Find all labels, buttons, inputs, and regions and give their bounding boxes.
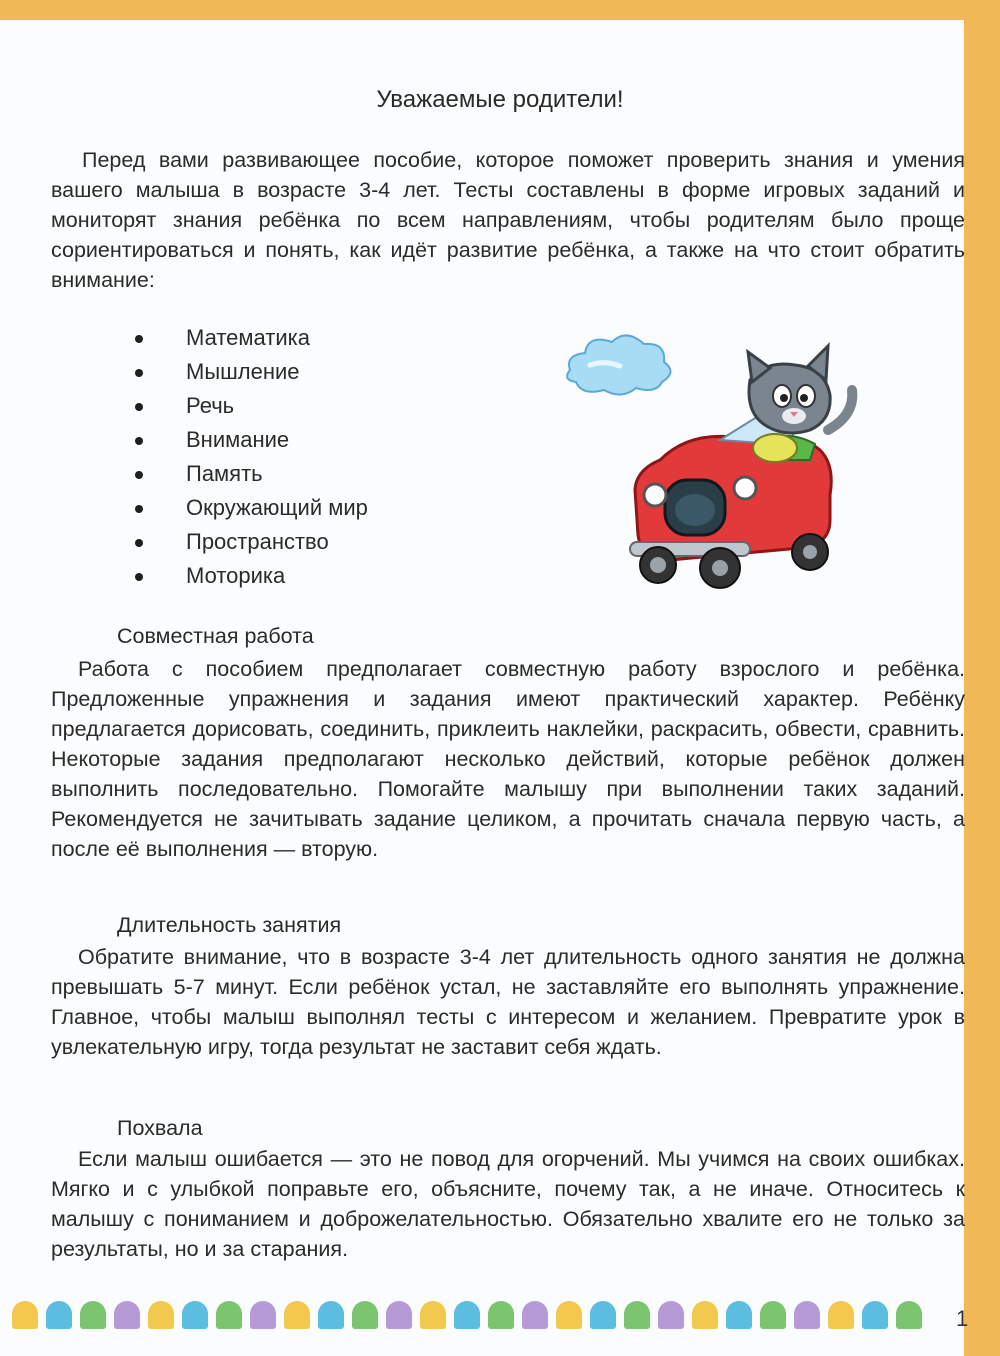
intro-paragraph: Перед вами развивающее пособие, которое поможет проверить знания и умения вашего малыша в возрасте 3-4 лет. Тесты составлены в форме игровых заданий и мониторят знания ребёнка по всем направлениям, чтобы родителям было проще сориентироваться и понять, как идёт развитие ребёнка, а также на что стоит обратить внимание: bbox=[51, 148, 965, 292]
border-bump bbox=[454, 1301, 480, 1329]
border-bump bbox=[862, 1301, 888, 1329]
section-heading: Совместная работа bbox=[117, 624, 314, 648]
list-item: Речь bbox=[130, 389, 368, 423]
topics-list bbox=[130, 321, 368, 593]
list-item: Пространство bbox=[130, 525, 368, 559]
border-bump bbox=[760, 1301, 786, 1329]
border-bump bbox=[828, 1301, 854, 1329]
border-bump bbox=[420, 1301, 446, 1329]
section-paragraph: Обратите внимание, что в возрасте 3-4 лет длительность одного занятия не должна превышать 5-7 минут. Если ребёнок устал, не заставляйте его выполнять упражнение. Главное, чтобы малыш выполнял тесты с интересом и желанием. Превратите урок в увлекательную игру, тогда результат не заставит себя ждать. bbox=[51, 945, 965, 1059]
section-heading: Похвала bbox=[117, 1116, 203, 1140]
border-bump bbox=[46, 1301, 72, 1329]
border-bump bbox=[386, 1301, 412, 1329]
section-paragraph: Работа с пособием предполагает совместную работу взрослого и ребёнка. Предложенные упражнения и задания имеют практический характер. Ребёнку предлагается дорисовать, соединить, приклеить наклейки, раскрасить, обвести, сравнить. Некоторые задания предполагают несколько действий, которые ребёнок должен выполнить последовательно. Помогайте малышу при выполнении таких заданий. Рекомендуется не зачитывать задание целиком, а прочитать сначала первую часть, а после её выполнения — вторую. bbox=[51, 657, 965, 861]
page-number: 1 bbox=[956, 1306, 969, 1331]
border-bump bbox=[590, 1301, 616, 1329]
border-bump bbox=[114, 1301, 140, 1329]
list-item: Внимание bbox=[130, 423, 368, 457]
border-bump bbox=[556, 1301, 582, 1329]
cloud-icon bbox=[567, 335, 670, 394]
page-title: Уважаемые родители! bbox=[376, 86, 624, 113]
cat-icon bbox=[748, 346, 852, 462]
list-item: Моторика bbox=[130, 559, 368, 593]
border-bump bbox=[794, 1301, 820, 1329]
list-item: Окружающий мир bbox=[130, 491, 368, 525]
decorative-bottom-border bbox=[12, 1301, 952, 1331]
border-bump bbox=[692, 1301, 718, 1329]
border-bump bbox=[182, 1301, 208, 1329]
page-frame-top bbox=[0, 0, 1000, 20]
border-bump bbox=[352, 1301, 378, 1329]
cat-driving-car-illustration bbox=[560, 320, 880, 600]
border-bump bbox=[624, 1301, 650, 1329]
list-item: Мышление bbox=[130, 355, 368, 389]
border-bump bbox=[80, 1301, 106, 1329]
section-heading: Длительность занятия bbox=[117, 913, 342, 937]
border-bump bbox=[658, 1301, 684, 1329]
border-bump bbox=[896, 1301, 922, 1329]
border-bump bbox=[12, 1301, 38, 1329]
page-frame-right bbox=[964, 0, 1000, 1356]
border-bump bbox=[250, 1301, 276, 1329]
border-bump bbox=[216, 1301, 242, 1329]
border-bump bbox=[488, 1301, 514, 1329]
border-bump bbox=[148, 1301, 174, 1329]
list-item: Математика bbox=[130, 321, 368, 355]
border-bump bbox=[522, 1301, 548, 1329]
border-bump bbox=[318, 1301, 344, 1329]
list-item: Память bbox=[130, 457, 368, 491]
section-paragraph: Если малыш ошибается — это не повод для огорчений. Мы учимся на своих ошибках. Мягко и с улыбкой поправьте его, объясните, почему так, а не иначе. Относитесь к малышу с пониманием и доброжелательностью. Обязательно хвалите его не только за результаты, но и за старания. bbox=[51, 1147, 965, 1261]
border-bump bbox=[726, 1301, 752, 1329]
border-bump bbox=[284, 1301, 310, 1329]
